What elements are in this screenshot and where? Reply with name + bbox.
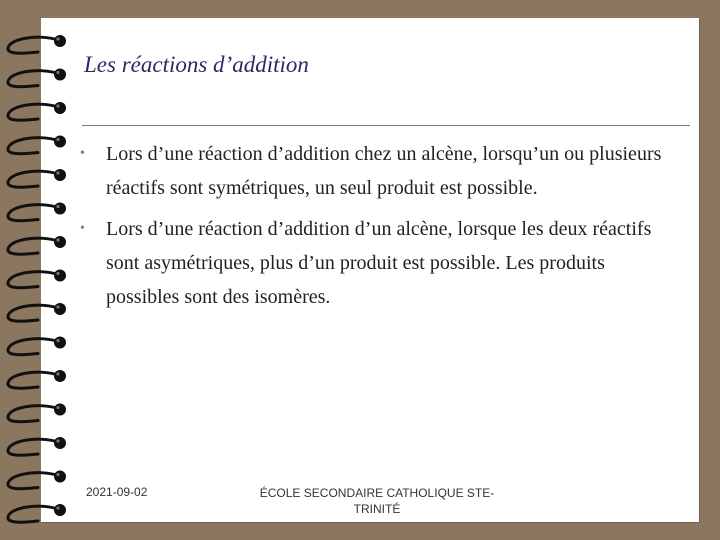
bullet-item [78, 137, 678, 205]
spiral-ring [8, 35, 66, 53]
spiral-ring [8, 169, 66, 187]
footer-date: 2021-09-02 [86, 485, 148, 499]
bullet-icon: • [80, 221, 85, 236]
footer-school: ÉCOLE SECONDAIRE CATHOLIQUE STE-TRINITÉ [259, 486, 495, 516]
spiral-ring [8, 471, 66, 489]
spiral-binding [0, 0, 80, 540]
bullet-text: Lors d’une réaction d’addition d’un alcène, lorsque les deux réactifs sont asymétriques, plus d’un produit est possible. Les produits possibles sont des isomères. [106, 218, 652, 308]
spiral-ring [8, 136, 66, 154]
bullet-list [78, 137, 678, 321]
spiral-ring [8, 404, 66, 422]
spiral-ring [8, 102, 66, 120]
spiral-ring [8, 236, 66, 254]
bullet-text: Lors d’une réaction d’addition chez un alcène, lorsqu’un ou plusieurs réactifs sont symétriques, un seul produit est possible. [106, 143, 662, 199]
spiral-ring [8, 504, 66, 522]
slide-title: Les réactions d’addition [84, 52, 309, 77]
title-divider [82, 125, 690, 126]
bullet-item [78, 212, 678, 314]
bullet-icon: • [80, 146, 85, 161]
spiral-ring [8, 437, 66, 455]
spiral-ring [8, 370, 66, 388]
spiral-ring [8, 337, 66, 355]
spiral-ring [8, 203, 66, 221]
spiral-ring [8, 270, 66, 288]
spiral-ring [8, 303, 66, 321]
spiral-ring [8, 69, 66, 87]
